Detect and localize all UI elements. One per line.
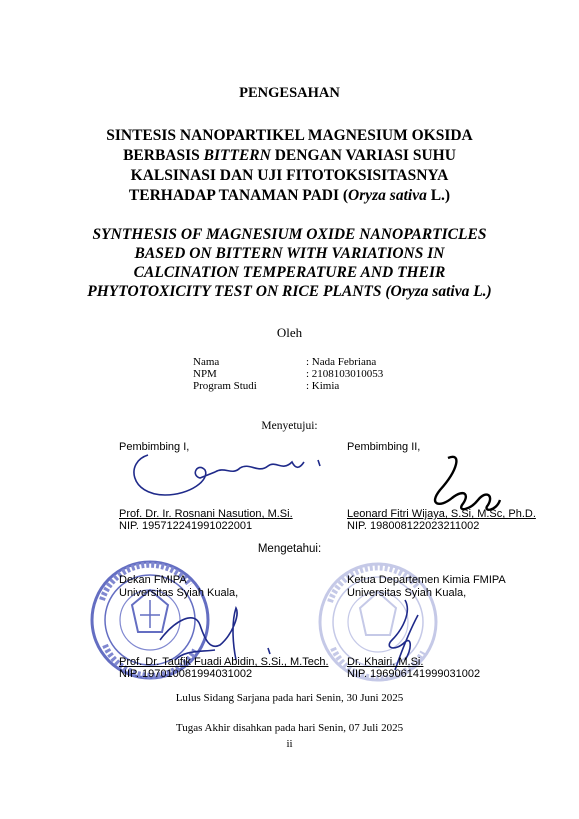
title-indonesian [0, 126, 579, 206]
info-row-name: Nama : Nada Febriana [193, 356, 377, 368]
approved-by-label: Menyetujui: [261, 420, 318, 432]
head-role-1: Ketua Departemen Kimia FMIPA [347, 574, 506, 586]
title-id-line-1: SINTESIS NANOPARTIKEL MAGNESIUM OKSIDA [106, 127, 473, 144]
supervisor-2-nip: NIP. 198008122023211002 [347, 520, 480, 532]
title-id-line-2: BERBASIS BITTERN DENGAN VARIASI SUHU [123, 147, 456, 164]
dean-name: Prof. Dr. Taufik Fuadi Abidin, S.Si., M.Tech. [119, 656, 329, 668]
signature-supervisor-2 [435, 457, 500, 510]
supervisor-2-role: Pembimbing II, [347, 441, 421, 453]
title-english [0, 225, 579, 301]
page-heading: PENGESAHAN [239, 85, 340, 101]
title-en-line-3: CALCINATION TEMPERATURE AND THEIR [133, 264, 446, 281]
title-id-line-4: TERHADAP TANAMAN PADI (Oryza sativa L.) [128, 187, 451, 204]
title-en-line-1: SYNTHESIS OF MAGNESIUM OXIDE NANOPARTICLES [92, 226, 487, 243]
info-row-program: Program Studi : Kimia [193, 380, 340, 392]
author-by-label: Oleh [276, 325, 303, 340]
dean-role-1: Dekan FMIPA [119, 574, 187, 586]
supervisor-1-name: Prof. Dr. Ir. Rosnani Nasution, M.Si. [119, 508, 293, 520]
title-en-line-2: BASED ON BITTERN WITH VARIATIONS IN [134, 245, 445, 262]
acknowledged-by-label: Mengetahui: [257, 543, 322, 555]
signature-supervisor-1 [134, 455, 320, 495]
info-row-npm: NPM : 2108103010053 [193, 368, 384, 380]
title-id-line-3: KALSINASI DAN UJI FITOTOKSISITASNYA [130, 167, 449, 184]
dean-role-2: Universitas Syiah Kuala, [119, 587, 239, 599]
head-name: Dr. Khairi, M.Si. [347, 656, 424, 668]
page-number: ii [286, 738, 293, 750]
supervisor-1-nip: NIP. 195712241991022001 [119, 520, 253, 532]
thesis-approval-date: Tugas Akhir disahkan pada hari Senin, 07 Juli 2025 [175, 722, 404, 734]
dean-nip: NIP. 197010081994031002 [119, 668, 253, 680]
title-en-line-4: PHYTOTOXICITY TEST ON RICE PLANTS (Oryza sativa L.) [87, 283, 492, 300]
head-nip: NIP. 196906141999031002 [347, 668, 481, 680]
supervisor-2-name: Leonard Fitri Wijaya, S.Si, M.Sc, Ph.D. [347, 508, 536, 520]
supervisor-1-role: Pembimbing I, [119, 441, 190, 453]
head-role-2: Universitas Syiah Kuala, [347, 587, 467, 599]
thesis-defense-date: Lulus Sidang Sarjana pada hari Senin, 30 Juni 2025 [175, 692, 404, 704]
signature-dean [160, 608, 270, 660]
